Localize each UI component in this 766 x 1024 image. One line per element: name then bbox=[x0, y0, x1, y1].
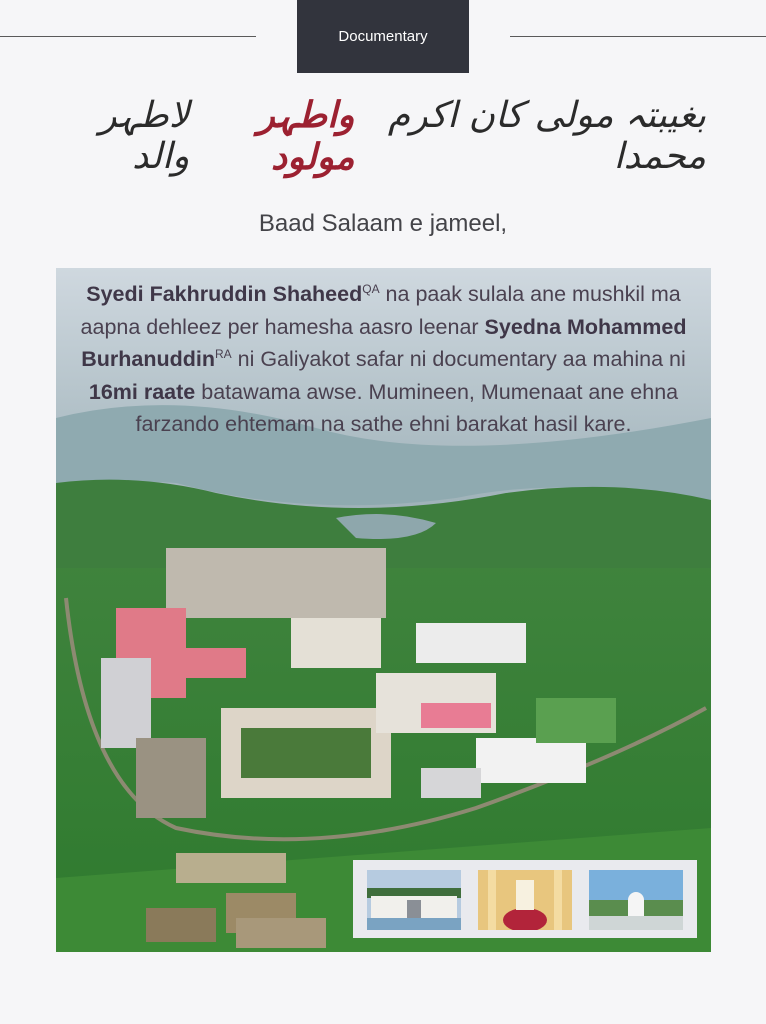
message-text-3: batawama awse. Mumineen, Mumenaat ane ehna farzando ehtemam na sathe ehni barakat hasil kare. bbox=[135, 379, 679, 436]
arabic-calligraphy bbox=[60, 96, 706, 176]
message-text-2: ni Galiyakot safar ni documentary aa mahina ni bbox=[231, 347, 686, 371]
category-tab[interactable] bbox=[297, 0, 469, 73]
thumbnail-strip bbox=[353, 860, 697, 938]
thumbnail-domed-mausoleum[interactable] bbox=[589, 870, 683, 930]
message-name-2: Syedna Mohammed Burhanuddin bbox=[81, 314, 687, 371]
shrine-interior-image bbox=[478, 870, 572, 930]
calligraphy-part-2: واطہر مولود bbox=[257, 94, 355, 178]
message-name-1: Syedi Fakhruddin Shaheed bbox=[86, 282, 363, 306]
salutation: Baad Salaam e jameel, bbox=[258, 210, 508, 237]
aerial-photo bbox=[56, 268, 711, 952]
calligraphy-part-3: لاطہر والد bbox=[99, 95, 190, 177]
calligraphy-part-1: بغیبتہ مولی کان اکرم محمدا bbox=[387, 95, 706, 177]
message-title-2: RA bbox=[214, 346, 232, 361]
message-title-1: QA bbox=[362, 281, 380, 296]
message-date: 16mi raate bbox=[88, 379, 196, 404]
header-rule-left bbox=[0, 36, 256, 37]
thumbnail-shrine-interior[interactable] bbox=[478, 870, 572, 930]
message-text bbox=[56, 278, 711, 441]
message-text-1: na paak sulala ane mushkil ma aapna dehleez per hamesha aasro leenar bbox=[80, 282, 681, 339]
domed-mausoleum-image bbox=[589, 870, 683, 930]
thumbnail-white-palace[interactable] bbox=[367, 870, 461, 930]
category-tab-label: Documentary bbox=[338, 28, 428, 45]
white-palace-image bbox=[367, 870, 461, 930]
header-rule-right bbox=[510, 36, 766, 37]
